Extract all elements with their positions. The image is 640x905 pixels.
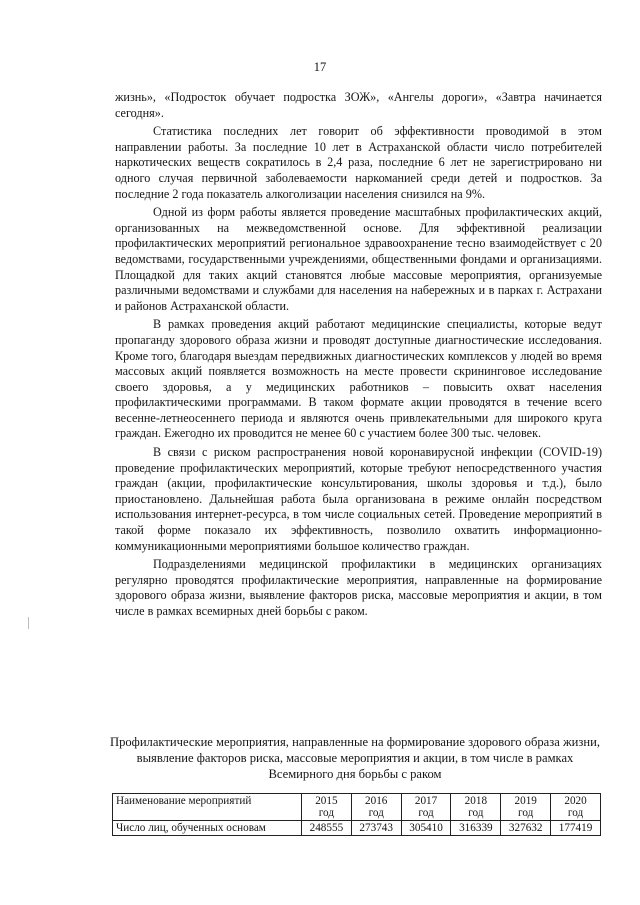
year-label: 2018 [464, 795, 488, 807]
body-text [115, 90, 602, 623]
year-label: 2017 [414, 795, 438, 807]
paragraph: Статистика последних лет говорит об эффективности проводимой в этом направлении работы. За последние 10 лет в Астраханской области число потребителей наркотических веществ сократилось в 2,4 раза, последние 6 лет не зарегистрировано ни одного случая первичной заболеваемости наркоманией среди детей и подростков. За последние 2 года показатель алкоголизации населения снизился на 9%. [115, 124, 602, 201]
column-header-year [501, 794, 551, 821]
table-cell: 305410 [401, 821, 451, 836]
paragraph: В связи с риском распространения новой коронавирусной инфекции (COVID-19) проведение профилактических мероприятий, которые требуют непосредственного участия граждан (акции, профилактические консультирования, школы здоровья и т.д.), было приостановлено. Дальнейшая работа была организована в режиме онлайн посредством использования интернет-ресурса, в том числе социальных сетей. Проведение мероприятий в такой форме показало их эффективность, позволило охватить информационно-коммуникационными мероприятиями большое количество граждан. [115, 445, 602, 553]
paragraph: Одной из форм работы является проведение масштабных профилактических акций, организованных на межведомственной основе. Для эффективной реализации профилактических мероприятий региональное здравоохранение тесно взаимодействует с 20 ведомствами, государственными учреждениями, общественными фондами и организациями. Площадкой для таких акций становятся любые массовые мероприятия, организуемые различными ведомствами и службами для населения на набережных и в парках г. Астрахани и районов Астраханской области. [115, 205, 602, 313]
table-cell: 177419 [551, 821, 601, 836]
year-label: 2019 [514, 795, 537, 807]
column-header-year [551, 794, 601, 821]
paragraph: жизнь», «Подросток обучает подростка ЗОЖ», «Ангелы дороги», «Завтра начинается сегодня». [115, 90, 602, 120]
column-header-name: Наименование мероприятий [113, 794, 302, 821]
table-header-row [113, 794, 601, 821]
row-label: Число лиц, обученных основам [113, 821, 302, 836]
year-label: 2016 [365, 795, 388, 807]
unit-label: год [468, 807, 484, 819]
margin-mark [28, 617, 29, 629]
column-header-year [301, 794, 351, 821]
table-cell: 248555 [301, 821, 351, 836]
column-header-year [351, 794, 401, 821]
unit-label: год [418, 807, 434, 819]
column-header-year [451, 794, 501, 821]
table-cell: 316339 [451, 821, 501, 836]
unit-label: год [567, 807, 584, 819]
table-row [113, 821, 601, 836]
unit-label: год [518, 807, 534, 819]
paragraph: В рамках проведения акций работают медицинские специалисты, которые ведут пропаганду здорового образа жизни и проводят доступные диагностические исследования. Кроме того, благодаря выездам передвижных диагностических комплексов у людей во время массовых акций появляется возможность на месте провести скрининговое исследование своего здоровья, а у медицинских работников – повысить охват населения профилактическими программами. В таком формате акции проводятся в течение всего весенне-летнеосеннего периода и являются очень привлекательными для широкого круга граждан. Ежегодно их проводится не менее 60 с участием более 300 тыс. человек. [115, 317, 602, 441]
page-number: 17 [313, 60, 327, 74]
table-caption: Профилактические мероприятия, направленные на формирование здорового образа жизни, выявление факторов риска, массовые мероприятия и акции, в том числе в рамках Всемирного дня борьбы с раком [109, 735, 601, 781]
unit-label: год [368, 807, 384, 819]
column-header-year [401, 794, 451, 821]
year-label: 2020 [564, 795, 587, 807]
paragraph: Подразделениями медицинской профилактики в медицинских организациях регулярно проводятся профилактические мероприятия, направленные на формирование здорового образа жизни, выявление факторов риска, массовые мероприятия и акции, в том числе в рамках всемирных дней борьбы с раком. [115, 557, 602, 618]
measures-table [112, 793, 601, 836]
table-cell: 327632 [501, 821, 551, 836]
year-label: 2015 [315, 795, 338, 807]
unit-label: год [318, 807, 335, 819]
table-cell: 273743 [351, 821, 401, 836]
